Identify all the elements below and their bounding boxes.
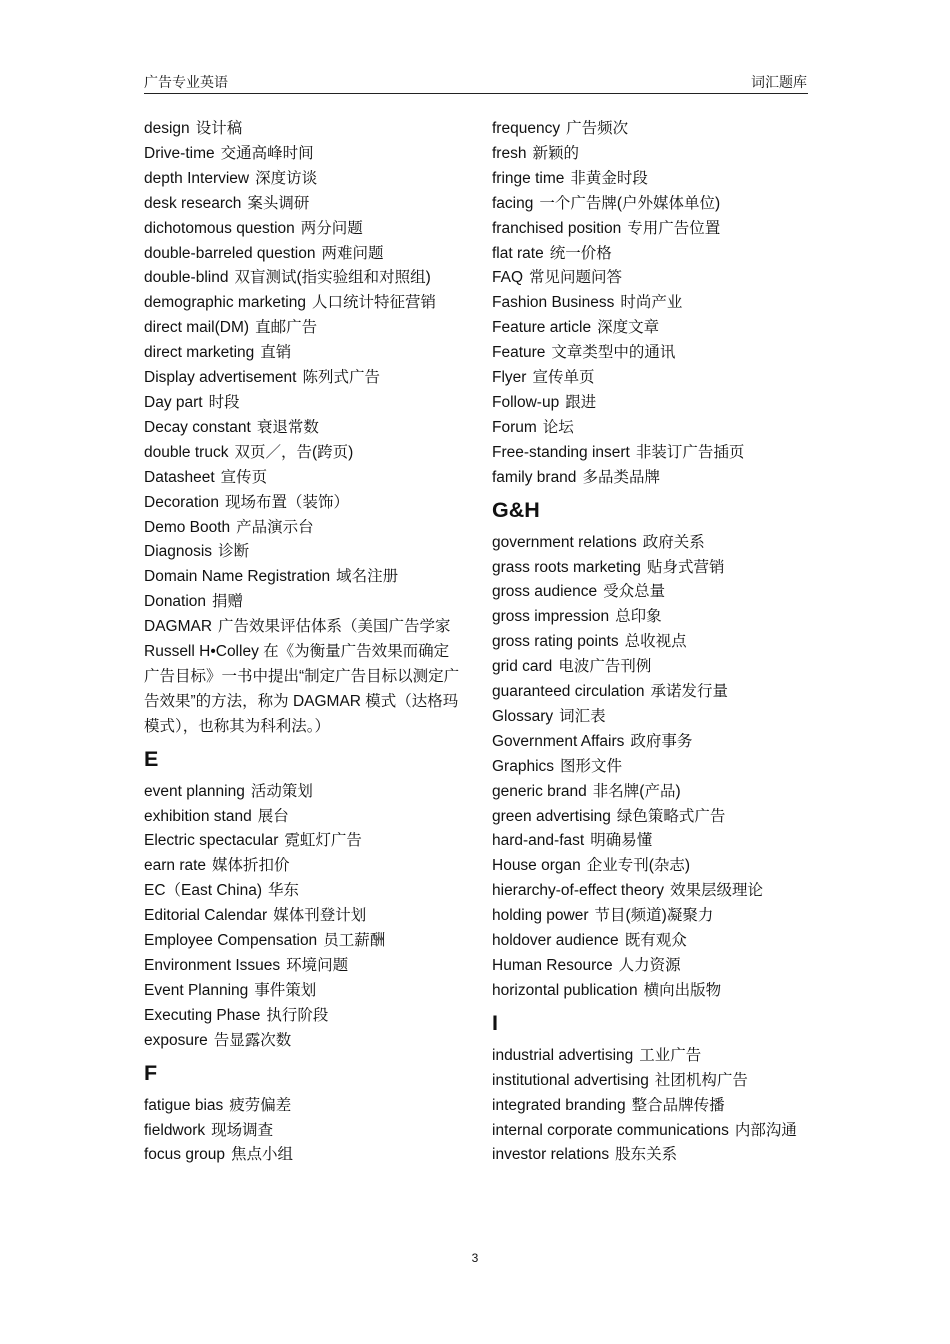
glossary-entry: [492, 680, 808, 705]
entry-definition: 广告效果评估体系（美国广告学家 Russell H•Colley 在《为衡量广告效果而确定广告目标》一书中提出“制定广告目标以测定广告效果”的方法，称为 DAGMAR 模式（达格玛模式），也称其为科利法。）: [144, 618, 460, 735]
entry-definition: 论坛: [542, 418, 574, 436]
glossary-entry: [492, 167, 808, 192]
glossary-entry: [144, 854, 460, 879]
entry-term: dichotomous question: [144, 219, 295, 237]
entry-term: Datasheet: [144, 468, 215, 486]
entry-definition: 媒体刊登计划: [273, 907, 367, 925]
entry-definition: 内部沟通: [734, 1121, 797, 1139]
entry-term: Graphics: [492, 757, 555, 775]
left-column: [144, 117, 460, 1168]
entry-definition: 整合品牌传播: [631, 1096, 725, 1114]
entry-definition: 统一价格: [549, 244, 612, 262]
glossary-entry: [492, 217, 808, 242]
entry-term: gross audience: [492, 583, 598, 601]
entry-definition: 人力资源: [618, 957, 681, 974]
glossary-entry: [144, 879, 460, 904]
glossary-entry: [492, 605, 808, 630]
glossary-entry: [144, 929, 460, 954]
glossary-entry: [492, 755, 808, 780]
glossary-entry: [144, 805, 460, 830]
section-heading: E: [144, 746, 159, 771]
entry-term: franchised position: [492, 219, 622, 237]
glossary-entry: [492, 117, 808, 142]
glossary-entry: [492, 879, 808, 904]
glossary-entry: [144, 1029, 460, 1054]
entry-definition: 交通高峰时间: [220, 144, 314, 162]
glossary-entry: [492, 466, 808, 491]
entry-definition: 效果层级理论: [670, 882, 764, 900]
glossary-entry: [492, 531, 808, 556]
entry-term: Free-standing insert: [492, 443, 630, 461]
entry-definition: 焦点小组: [231, 1146, 294, 1164]
entry-definition: 多品类品牌: [582, 468, 660, 486]
glossary-entry: [144, 316, 460, 341]
glossary-entry: [492, 954, 808, 979]
glossary-entry: [144, 192, 460, 217]
entry-term: generic brand: [492, 782, 587, 800]
entry-definition: 活动策划: [250, 782, 313, 800]
entry-term: Demo Booth: [144, 518, 231, 536]
glossary-entry: [144, 441, 460, 466]
entry-term: internal corporate communications: [492, 1121, 729, 1139]
entry-term: event planning: [144, 782, 245, 800]
entry-term: fatigue bias: [144, 1096, 224, 1114]
entry-term: horizontal publication: [492, 981, 638, 999]
entry-definition: 工业广告: [639, 1046, 702, 1064]
entry-definition: 绿色策略式广告: [616, 807, 726, 825]
glossary-entry: [144, 416, 460, 441]
entry-term: Follow-up: [492, 393, 560, 411]
glossary-entry: [144, 217, 460, 242]
entry-term: design: [144, 120, 190, 137]
entry-term: gross rating points: [492, 633, 619, 651]
entry-term: exhibition stand: [144, 807, 252, 825]
entry-term: fringe time: [492, 169, 565, 187]
entry-term: frequency: [492, 120, 561, 137]
entry-term: focus group: [144, 1146, 225, 1164]
entry-term: Fashion Business: [492, 294, 615, 312]
glossary-entry: [492, 416, 808, 441]
entry-term: desk research: [144, 194, 242, 212]
glossary-entry: [492, 730, 808, 755]
entry-definition: 社团机构广告: [654, 1071, 748, 1089]
glossary-entry: [492, 1094, 808, 1119]
glossary-entry: [144, 1094, 460, 1119]
glossary-entry: [492, 1069, 808, 1094]
entry-definition: 广告频次: [566, 120, 629, 137]
entry-term: integrated branding: [492, 1096, 626, 1114]
entry-definition: 疲劳偏差: [229, 1096, 292, 1114]
entry-term: Forum: [492, 418, 537, 436]
entry-definition: 捐赠: [212, 593, 244, 611]
glossary-entry: [492, 979, 808, 1004]
entry-definition: 非黄金时段: [570, 169, 648, 187]
entry-term: double truck: [144, 443, 229, 461]
entry-term: depth Interview: [144, 169, 250, 187]
glossary-entry: [144, 366, 460, 391]
glossary-entry: [492, 391, 808, 416]
right-column: [492, 117, 808, 1168]
entry-definition: 文章类型中的通讯: [551, 344, 676, 362]
entry-term: grid card: [492, 658, 553, 676]
entry-definition: 域名注册: [336, 568, 399, 586]
glossary-entry: [492, 366, 808, 391]
glossary-entry: [144, 1143, 460, 1168]
entry-definition: 员工薪酬: [323, 932, 386, 950]
entry-term: gross impression: [492, 608, 610, 626]
entry-definition: 产品演示台: [236, 518, 314, 536]
entry-definition: 贴身式营销: [647, 558, 725, 576]
entry-definition: 两难问题: [321, 244, 384, 262]
entry-definition: 承诺发行量: [650, 683, 729, 701]
entry-definition: 股东关系: [615, 1146, 678, 1164]
entry-term: direct marketing: [144, 344, 255, 362]
page-number: 3: [471, 1251, 479, 1265]
glossary-entry: [144, 979, 460, 1004]
entry-definition: 受众总量: [603, 583, 666, 601]
entry-definition: 陈列式广告: [302, 369, 380, 387]
entry-definition: 跟进: [565, 393, 597, 411]
entry-definition: 既有观众: [624, 932, 687, 950]
glossary-entry: [144, 1119, 460, 1144]
glossary-entry: [144, 540, 460, 565]
entry-definition: 新颖的: [532, 144, 579, 162]
entry-term: guaranteed circulation: [492, 683, 645, 701]
glossary-entry: [144, 167, 460, 192]
entry-definition: 直邮广告: [255, 319, 318, 337]
glossary-entry: [492, 929, 808, 954]
entry-definition: 常见问题问答: [529, 269, 623, 287]
entry-definition: 宣传页: [220, 468, 268, 486]
entry-definition: 专用广告位置: [627, 219, 721, 237]
glossary-entry: [144, 565, 460, 590]
glossary-entry: [492, 341, 808, 366]
glossary-entry: [144, 516, 460, 541]
entry-definition: 电波广告刊例: [558, 658, 652, 676]
glossary-entry: [492, 316, 808, 341]
entry-definition: 政府事务: [630, 732, 693, 750]
entry-definition: 非装订广告插页: [635, 443, 745, 461]
entry-term: Display advertisement: [144, 369, 297, 387]
entry-definition: 事件策划: [254, 981, 317, 999]
glossary-entry: [492, 1143, 808, 1168]
entry-definition: 时段: [208, 393, 240, 411]
glossary-entry: [144, 242, 460, 267]
entry-definition: 诊断: [218, 543, 250, 561]
entry-term: Donation: [144, 593, 207, 611]
entry-definition: 一个广告牌(户外媒体单位): [539, 194, 721, 212]
glossary-entry: [144, 391, 460, 416]
header-section: 词汇题库: [751, 74, 807, 90]
glossary-entry: [492, 904, 808, 929]
entry-definition: 总印象: [615, 608, 662, 626]
entry-definition: 节目(频道)凝聚力: [594, 907, 714, 925]
glossary-entry: [492, 142, 808, 167]
entry-term: double-barreled question: [144, 244, 316, 262]
entry-definition: 设计稿: [195, 120, 243, 137]
entry-term: Flyer: [492, 369, 527, 387]
entry-term: demographic marketing: [144, 294, 306, 312]
entry-term: Decoration: [144, 493, 219, 511]
section-heading: I: [492, 1010, 498, 1035]
glossary-entry: [492, 266, 808, 291]
entry-term: earn rate: [144, 857, 207, 875]
glossary-entry: [492, 1119, 808, 1144]
entry-definition: 宣传单页: [532, 369, 595, 387]
entry-term: FAQ: [492, 269, 524, 287]
glossary-entry: [144, 904, 460, 929]
entry-term: EC（East China): [144, 882, 263, 900]
entry-term: green advertising: [492, 807, 611, 825]
entry-term: Decay constant: [144, 418, 251, 436]
glossary-entry: [492, 829, 808, 854]
glossary-entry: [492, 780, 808, 805]
entry-term: Feature: [492, 344, 546, 362]
glossary-entry: [144, 341, 460, 366]
entry-definition: 深度文章: [597, 319, 660, 337]
glossary-entry: [492, 854, 808, 879]
glossary-entry: [144, 590, 460, 615]
glossary-entry: [492, 630, 808, 655]
glossary-entry: [144, 491, 460, 516]
entry-term: exposure: [144, 1031, 208, 1049]
entry-definition: 总收视点: [624, 633, 687, 651]
entry-definition: 时尚产业: [620, 294, 683, 312]
section-heading: F: [144, 1060, 158, 1085]
entry-term: government relations: [492, 533, 637, 551]
entry-term: industrial advertising: [492, 1046, 634, 1064]
entry-term: Government Affairs: [492, 732, 625, 750]
entry-term: Feature article: [492, 319, 592, 337]
entry-term: House organ: [492, 857, 581, 875]
entry-term: grass roots marketing: [492, 558, 642, 576]
glossary-entry: [144, 291, 460, 316]
entry-definition: 衰退常数: [256, 418, 319, 436]
entry-definition: 告显露次数: [213, 1031, 292, 1049]
glossary-entry: [144, 142, 460, 167]
entry-term: fresh: [492, 144, 527, 162]
entry-term: DAGMAR: [144, 618, 213, 636]
entry-term: family brand: [492, 468, 577, 486]
entry-term: Employee Compensation: [144, 932, 318, 950]
entry-term: Day part: [144, 393, 203, 411]
entry-term: facing: [492, 194, 534, 212]
glossary-entry: [144, 780, 460, 805]
entry-term: hard-and-fast: [492, 832, 585, 850]
entry-term: Glossary: [492, 707, 554, 725]
entry-term: holdover audience: [492, 932, 619, 950]
entry-term: direct mail(DM): [144, 319, 250, 337]
glossary-entry: [144, 466, 460, 491]
entry-term: Electric spectacular: [144, 832, 279, 850]
glossary-entry: [144, 615, 460, 740]
entry-definition: 直销: [260, 344, 292, 362]
glossary-entry: [144, 954, 460, 979]
glossary-entry: [492, 1044, 808, 1069]
entry-definition: 人口统计特征营销: [311, 294, 436, 312]
entry-term: double-blind: [144, 269, 229, 287]
entry-definition: 双盲测试(指实验组和对照组): [234, 269, 431, 287]
entry-term: institutional advertising: [492, 1071, 649, 1089]
entry-definition: 双页／，告(跨页): [234, 443, 354, 461]
glossary-entry: [492, 705, 808, 730]
section-heading: G&H: [492, 497, 540, 522]
entry-term: flat rate: [492, 244, 544, 262]
entry-definition: 环境问题: [286, 957, 349, 974]
entry-term: Diagnosis: [144, 543, 213, 561]
glossary-entry: [492, 192, 808, 217]
entry-definition: 非名牌(产品): [592, 782, 681, 800]
entry-definition: 案头调研: [247, 194, 310, 212]
glossary-entry: [144, 266, 460, 291]
entry-definition: 两分问题: [300, 219, 363, 237]
glossary-entry: [492, 291, 808, 316]
glossary-entry: [144, 117, 460, 142]
glossary-entry: [144, 1004, 460, 1029]
glossary-entry: [492, 441, 808, 466]
entry-definition: 企业专刊(杂志): [586, 857, 691, 875]
entry-term: Event Planning: [144, 981, 249, 999]
entry-definition: 明确易懂: [590, 832, 653, 850]
glossary-entry: [492, 655, 808, 680]
entry-definition: 媒体折扣价: [212, 857, 290, 875]
entry-definition: 深度访谈: [255, 169, 318, 187]
glossary-entry: [492, 556, 808, 581]
entry-term: Drive-time: [144, 144, 215, 162]
entry-term: Environment Issues: [144, 957, 281, 974]
entry-term: Human Resource: [492, 957, 613, 974]
entry-term: Domain Name Registration: [144, 568, 331, 586]
header-title: 广告专业英语: [144, 74, 228, 90]
entry-definition: 华东: [268, 882, 300, 900]
glossary-entry: [144, 829, 460, 854]
entry-definition: 霓虹灯广告: [284, 832, 362, 850]
entry-definition: 执行阶段: [266, 1006, 329, 1024]
entry-term: investor relations: [492, 1146, 610, 1164]
header-divider: [144, 93, 808, 94]
entry-definition: 展台: [257, 807, 289, 825]
entry-definition: 词汇表: [559, 707, 606, 725]
entry-term: hierarchy-of-effect theory: [492, 882, 665, 900]
entry-definition: 图形文件: [560, 757, 623, 775]
entry-definition: 现场布置（装饰）: [224, 493, 349, 511]
entry-term: Editorial Calendar: [144, 907, 268, 925]
glossary-entry: [492, 580, 808, 605]
entry-definition: 政府关系: [642, 533, 705, 551]
entry-term: fieldwork: [144, 1121, 206, 1139]
glossary-entry: [492, 242, 808, 267]
entry-term: Executing Phase: [144, 1006, 261, 1024]
glossary-entry: [492, 805, 808, 830]
entry-definition: 现场调查: [211, 1121, 274, 1139]
entry-term: holding power: [492, 907, 589, 925]
entry-definition: 横向出版物: [643, 981, 722, 999]
